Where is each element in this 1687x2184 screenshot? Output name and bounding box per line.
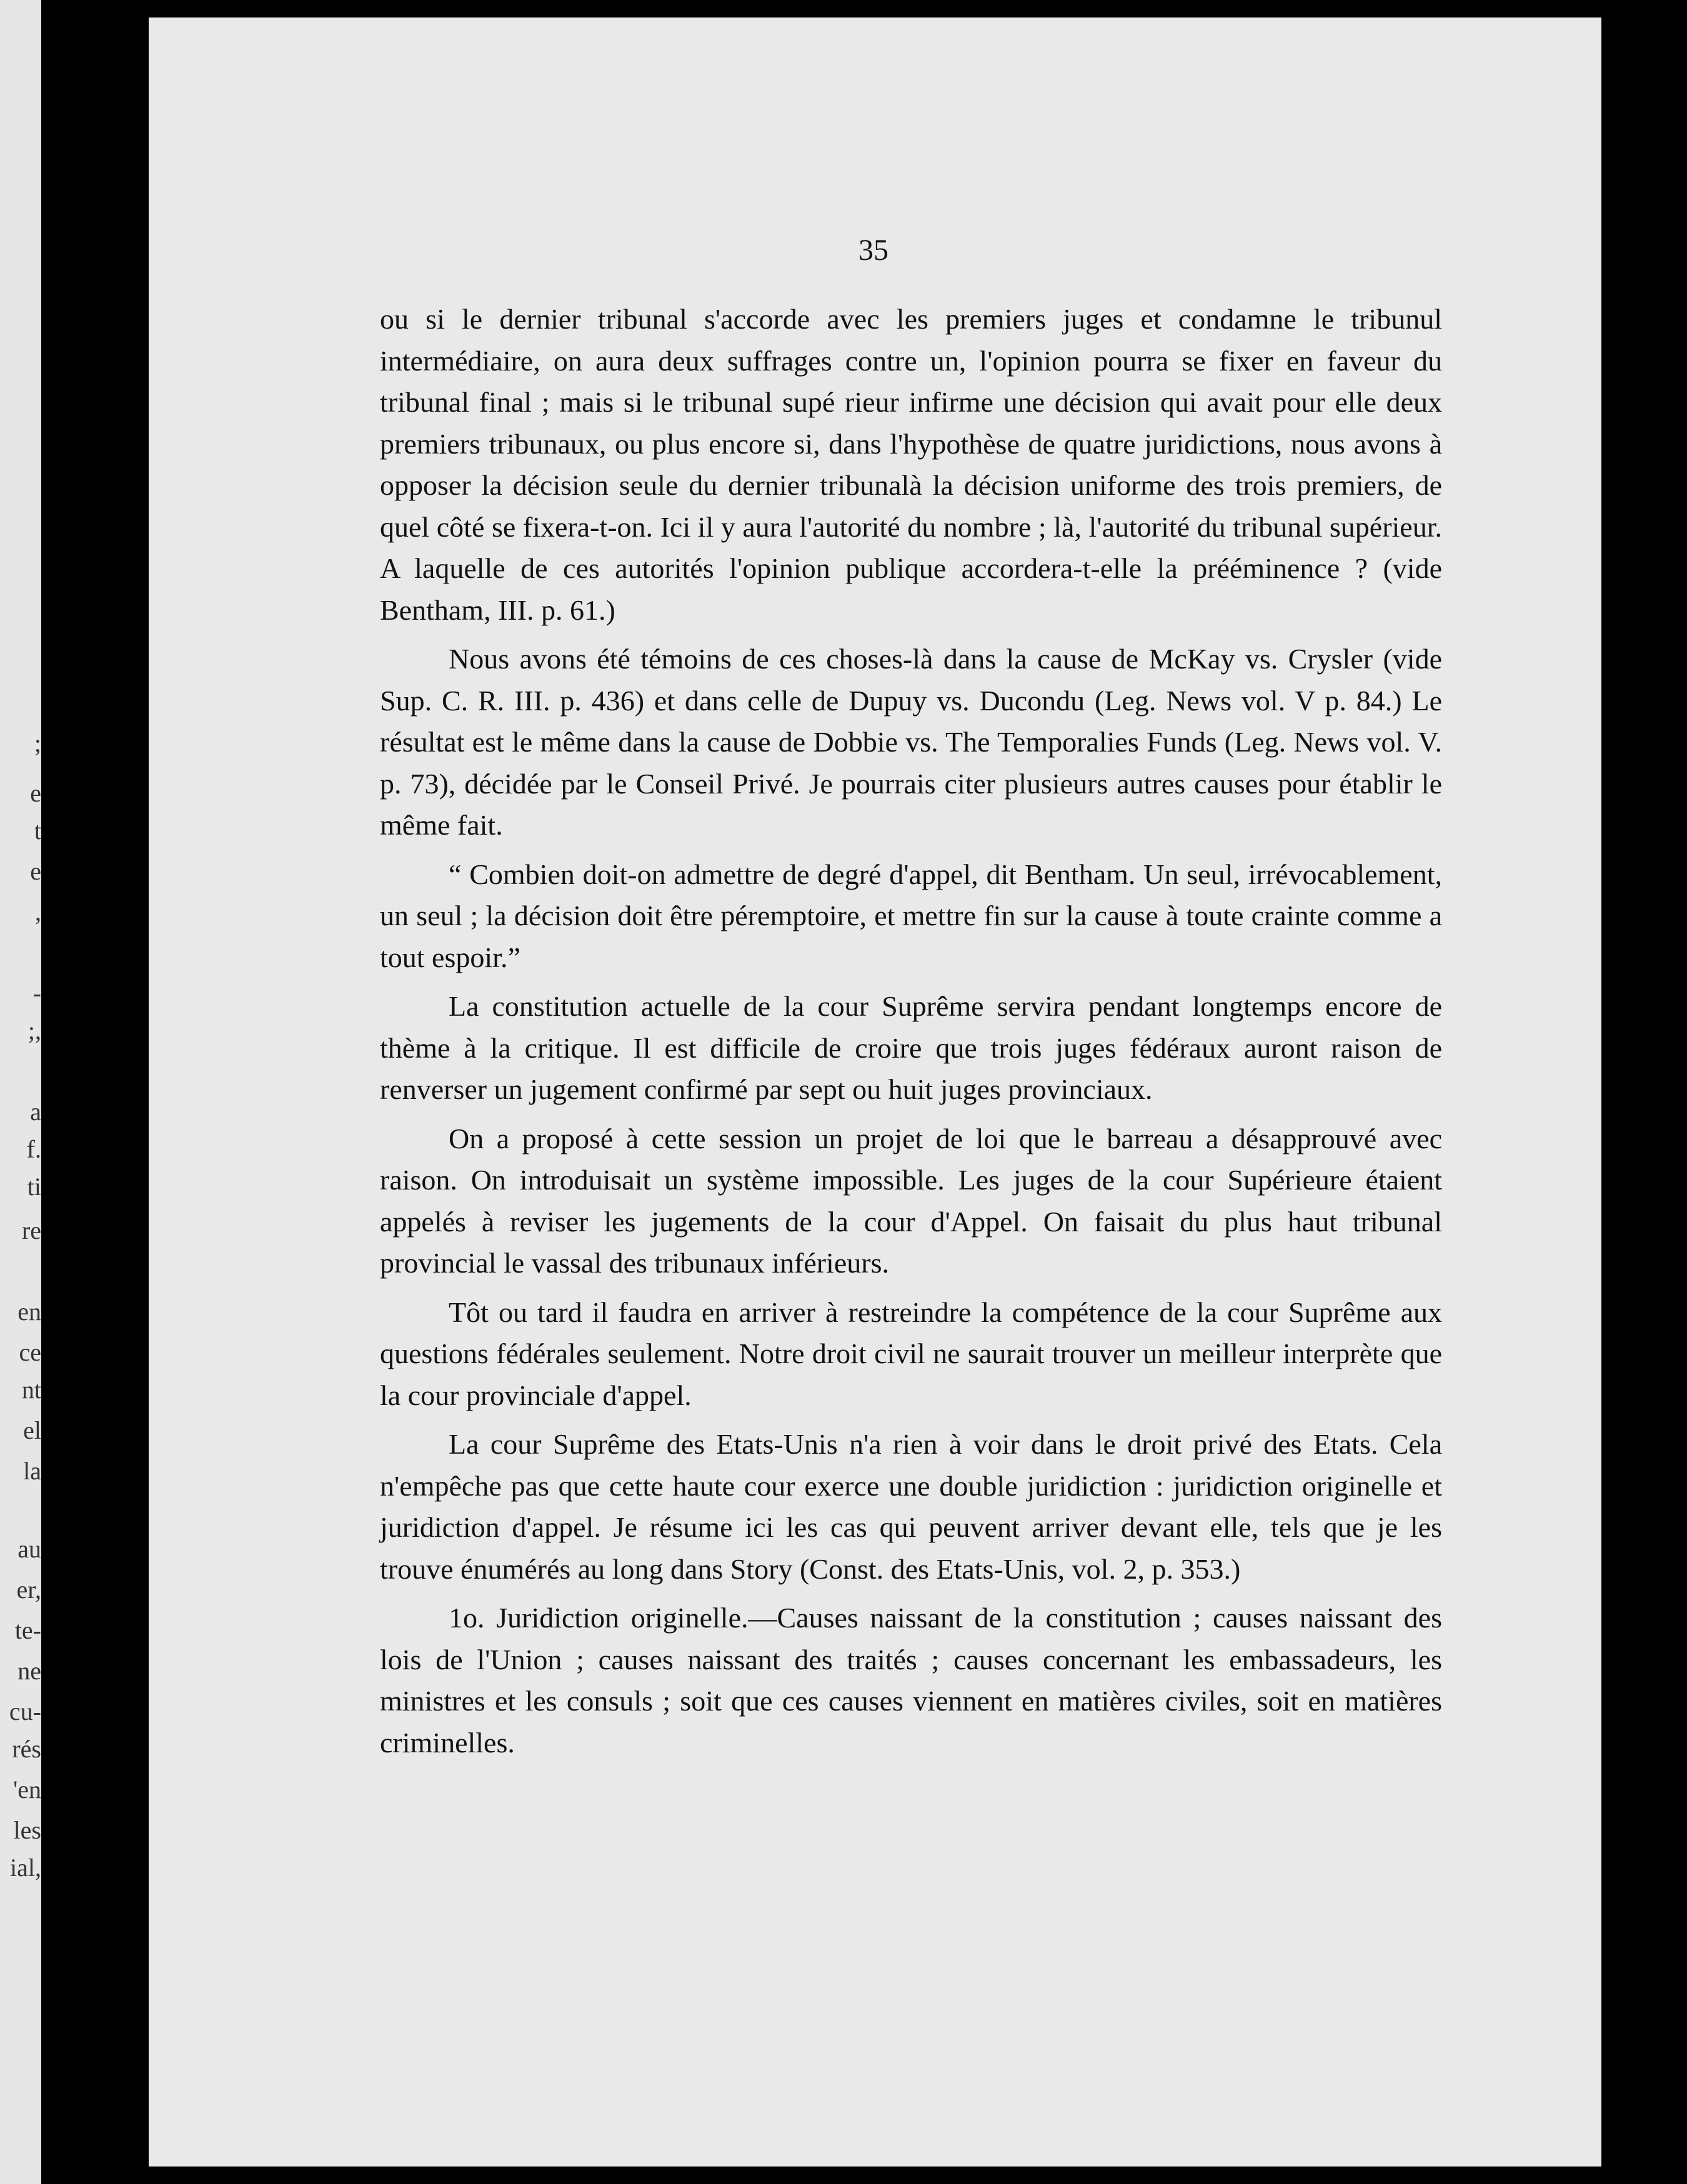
fragment-text: f.	[26, 1137, 41, 1162]
fragment-text: la	[23, 1459, 41, 1484]
paragraph-7: La cour Suprême des Etats-Unis n'a rien à voir dans le droit privé des Etats. Cela n'empêche pas que cette haute cour exerce une double juridiction : juridiction originelle et juridiction d'appel. Je résume ici les cas qui peuvent arriver devant elle, tels que je les trouve énumérés au long dans Story (Const. des Etats-Unis, vol. 2, p. 353.)	[380, 1428, 1442, 1585]
facing-page-fragment	[0, 1018, 41, 1043]
fragment-text: ,	[35, 900, 41, 925]
paragraph-5: On a proposé à cette session un projet de loi que le barreau a désapprouvé avec raison. On introduisait un système impossible. Les juges de la cour Supérieure étaient appelés à reviser les jugements de la cour d'Appel. On faisait du plus haut tribunal provincial le vassal des tribunaux inférieurs.	[380, 1122, 1442, 1279]
facing-page-fragment	[0, 1459, 41, 1484]
facing-page-fragment	[0, 859, 41, 884]
fragment-text: e	[30, 781, 41, 806]
facing-page-fragment	[0, 1218, 41, 1243]
facing-page-edge	[0, 0, 41, 2184]
fragment-text: ce	[19, 1340, 41, 1365]
paragraph-4: La constitution actuelle de la cour Suprême servira pendant longtemps encore de thème à la critique. Il est difficile de croire que trois juges fédéraux auront raison de renverser un jugement confirmé par sept ou huit juges provinciaux.	[380, 990, 1442, 1105]
page-number: 35	[858, 234, 888, 267]
fragment-text: nt	[21, 1377, 41, 1402]
paragraph-1: ou si le dernier tribunal s'accorde avec les premiers juges et condamne le tribunul intermédiaire, on aura deux suffrages contre un, l'opinion pourra se fixer en faveur du tribunal final ; mais si le tribunal supé rieur infirme une décision qui avait pour elle deux premiers tribunaux, ou plus encore si, dans l'hypothèse de quatre juridictions, nous avons à opposer la décision seule du dernier tribunalà la décision uniforme des trois premiers, de quel côté se fixera-t-on. Ici il y aura l'autorité du nombre ; là, l'autorité du tribunal supérieur. A laquelle de ces autorités l'opinion publique accordera-t-elle la prééminence ? (vide Bentham, III. p. 61.)	[380, 303, 1442, 626]
facing-page-fragment	[0, 1818, 41, 1843]
fragment-text: ti	[27, 1174, 41, 1199]
fragment-text: ;	[34, 731, 41, 756]
body-text	[380, 299, 1442, 1764]
paragraph-6: Tôt ou tard il faudra en arriver à restreindre la compétence de la cour Suprême aux questions fédérales seulement. Notre droit civil ne saurait trouver un meilleur interprète que la cour provinciale d'appel.	[380, 1296, 1442, 1411]
facing-page-fragment	[0, 981, 41, 1006]
facing-page-fragment	[0, 818, 41, 843]
facing-page-fragment	[0, 1737, 41, 1762]
facing-page-fragment	[0, 1174, 41, 1199]
fragment-text: te-	[14, 1618, 41, 1643]
fragment-text: ;,	[27, 1018, 41, 1043]
facing-page-fragment	[0, 1377, 41, 1402]
facing-page-fragment	[0, 1137, 41, 1162]
fragment-text: en	[17, 1299, 41, 1324]
fragment-text: cu-	[9, 1699, 41, 1724]
facing-page-fragment	[0, 1577, 41, 1602]
facing-page-fragment	[0, 900, 41, 925]
facing-page-fragment	[0, 1855, 41, 1880]
facing-page-fragment	[0, 1659, 41, 1684]
fragment-text: re	[21, 1218, 41, 1243]
paragraph-3: “ Combien doit-on admettre de degré d'appel, dit Bentham. Un seul, irrévocablement, un seul ; la décision doit être péremptoire, et mettre fin sur la cause à toute crainte comme a tout espoir.”	[380, 858, 1442, 973]
facing-page-fragment	[0, 1340, 41, 1365]
facing-page-fragment	[0, 1099, 41, 1124]
paragraph-8: 1o. Juridiction originelle.—Causes naissant de la constitution ; causes naissant des lois de l'Union ; causes naissant des traités ; causes concernant les embassadeurs, les ministres et les consuls ; soit que ces causes viennent en matières civiles, soit en matières criminelles.	[380, 1602, 1442, 1759]
paragraph-2: Nous avons été témoins de ces choses-là dans la cause de McKay vs. Crysler (vide Sup. C. R. III. p. 436) et dans celle de Dupuy vs. Ducondu (Leg. News vol. V p. 84.) Le résultat est le même dans la cause de Dobbie vs. The Temporalies Funds (Leg. News vol. V. p. 73), décidée par le Conseil Privé. Je pourrais citer plusieurs autres causes pour établir le même fait.	[380, 643, 1442, 841]
fragment-text: el	[23, 1418, 41, 1443]
fragment-text: les	[13, 1818, 41, 1843]
facing-page-fragment	[0, 781, 41, 806]
facing-page-fragment	[0, 1537, 41, 1562]
facing-page-fragment	[0, 1777, 41, 1802]
facing-page-fragment	[0, 1699, 41, 1724]
fragment-text: -	[32, 981, 41, 1006]
fragment-text: er,	[16, 1577, 41, 1602]
fragment-text: au	[17, 1537, 41, 1562]
fragment-text: 'en	[13, 1777, 41, 1802]
book-page	[149, 17, 1601, 2167]
fragment-text: rés	[12, 1737, 41, 1762]
facing-page-fragment	[0, 1299, 41, 1324]
fragment-text: ne	[17, 1659, 41, 1684]
facing-page-fragment	[0, 1418, 41, 1443]
fragment-text: e	[30, 859, 41, 884]
facing-page-fragment	[0, 1618, 41, 1643]
facing-page-fragment	[0, 731, 41, 756]
fragment-text: t	[34, 818, 41, 843]
fragment-text: a	[30, 1099, 41, 1124]
fragment-text: ial,	[10, 1855, 41, 1880]
